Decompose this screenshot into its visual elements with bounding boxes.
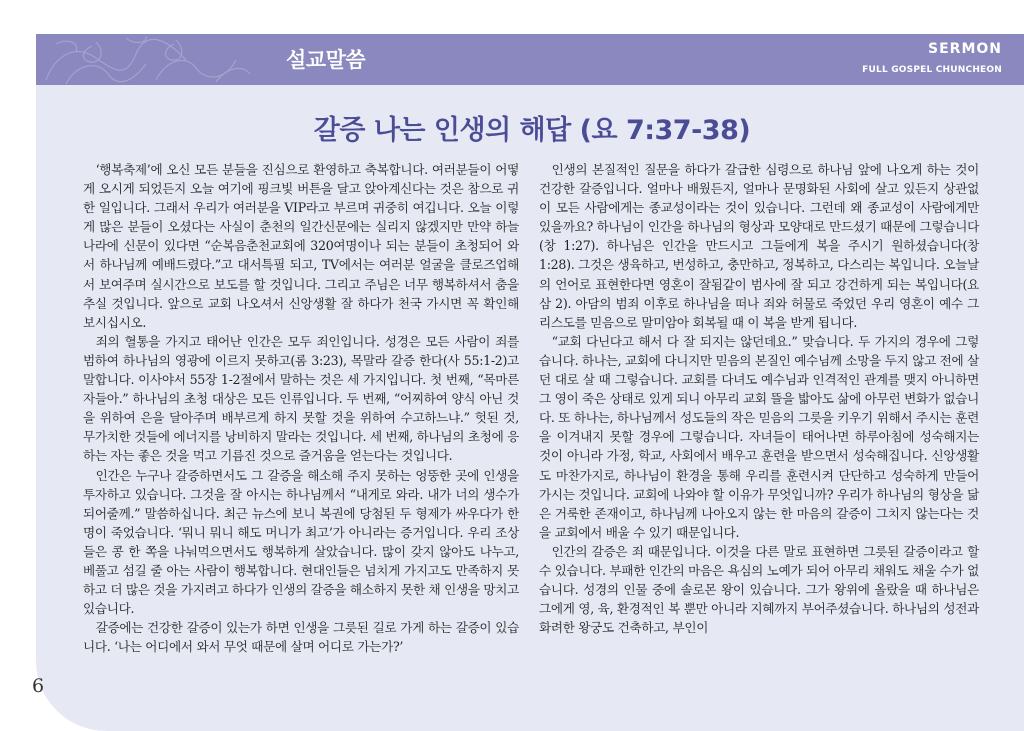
- paragraph: ‘행복축제’에 오신 모든 분들을 진심으로 환영하고 축복합니다. 여러분들이 어떻게 오시게 되었든지 오늘 여기에 핑크빛 버튼을 달고 앉아계신다는 것은 참으로 귀한 일입니다. 그래서 우리가 여러분을 VIP라고 부르며 귀중히 여깁니다. 오늘 이렇게 많은 분들이 오셨다는 사실이 춘천의 일간신문에는 실리지 않겠지만 만약 하늘나라에 신문이 있다면 “순복음춘천교회에 320여명이나 되는 분들이 초청되어 와서 하나님께 예배드렸다.”고 대서특필 되고, TV에서는 여러분 얼굴을 클로즈업해서 보여주며 실시간으로 보도를 할 것입니다. 그리고 주님은 너무 행복하셔서 춤을 추실 것입니다. 앞으로 교회 나오셔서 신앙생활 잘 하다가 천국 가시면 꼭 확인해 보시십시오.: [83, 162, 519, 330]
- section-title: 설교말씀: [286, 48, 366, 72]
- right-column: [539, 160, 979, 637]
- paragraph: 인간의 갈증은 죄 때문입니다. 이것을 다른 말로 표현하면 그릇된 갈증이라고 할 수 있습니다. 부패한 인간의 마음은 욕심의 노예가 되어 아무리 채워도 채울 수가 없습니다. 성경의 인물 중에 솔로몬 왕이 있습니다. 그가 왕위에 올랐을 때 하나님은 그에게 영, 육, 환경적인 복 뿐만 아니라 지혜까지 부어주셨습니다. 하나님의 성전과 화려한 왕궁도 건축하고, 부인이: [539, 543, 979, 636]
- header-bar: [36, 34, 1024, 85]
- left-column: [83, 160, 519, 656]
- page-number: 6: [32, 675, 45, 697]
- paragraph: 갈증에는 건강한 갈증이 있는가 하면 인생을 그릇된 길로 가게 하는 갈증이 있습니다. ‘나는 어디에서 와서 무엇 때문에 살며 어디로 가는가?’: [83, 620, 519, 655]
- paragraph: “교회 다닌다고 해서 다 잘 되지는 않던데요.” 맞습니다. 두 가지의 경우에 그렇습니다. 하나는, 교회에 다니지만 믿음의 본질인 예수님께 소망을 두지 않고 전에 살던 대로 살 때 그렇습니다. 교회를 다녀도 예수님과 인격적인 관계를 맺지 아니하면 그 영이 죽은 상태로 있게 되니 아무리 교회 뜰을 밟아도 삶에 아무런 변화가 없습니다. 또 하나는, 하나님께서 성도들의 작은 믿음의 그릇을 키우기 위해서 주시는 훈련을 이겨내지 못할 경우에 그렇습니다. 자녀들이 태어나면 하루아침에 성숙해지는 것이 아니라 가정, 학교, 사회에서 배우고 훈련을 받으면서 성숙해집니다. 신앙생활도 마찬가지로, 하나님이 환경을 통해 우리를 훈련시켜 단단하고 성숙하게 만들어 가시는 것입니다. 교회에 나와야 할 이유가 무엇입니까? 우리가 하나님의 형상을 닮은 거룩한 존재이고, 하나님께 나아오지 않는 한 마음의 갈증이 그치지 않는다는 것을 교회에서 배울 수 있기 때문입니다.: [539, 333, 979, 540]
- paragraph: 죄의 혈통을 가지고 태어난 인간은 모두 죄인입니다. 성경은 모든 사람이 죄를 범하여 하나님의 영광에 이르지 못하고(롬 3:23), 목말라 갈증 한다(사 55:1-2)고 말합니다. 이사야서 55장 1-2절에서 말하는 것은 세 가지입니다. 첫 번째, “목마른 자들아.” 하나님의 초청 대상은 모든 인류입니다. 두 번째, “어찌하여 양식 아닌 것을 위하여 은을 달아주며 배부르게 하지 못할 것을 위하여 수고하느냐.” 헛된 것, 무가치한 것들에 에너지를 낭비하지 말라는 것입니다. 세 번째, 하나님의 초청에 응하는 자는 좋은 것을 먹고 기름진 것으로 즐거움을 얻는다는 것입니다.: [83, 333, 520, 464]
- paragraph: 인생의 본질적인 질문을 하다가 갈급한 심령으로 하나님 앞에 나오게 하는 것이 건강한 갈증입니다. 얼마나 배웠든지, 얼마나 문명화된 사회에 살고 있든지 상관없이 모든 사람에게는 종교성이라는 것이 있습니다. 그런데 왜 종교성이 사람에게만 있을까요? 하나님이 인간을 하나님의 형상과 모양대로 만드셨기 때문에 그렇습니다(창 1:27). 하나님은 인간을 만드시고 그들에게 복을 주시기 원하셨습니다(창 1:28). 그것은 생육하고, 번성하고, 충만하고, 정복하고, 다스리는 복입니다. 오늘날의 언어로 표현한다면 영혼이 잘됨같이 범사에 잘 되고 강건하게 되는 복입니다(요삼 2). 아담의 범죄 이후로 하나님을 떠나 죄와 허물로 죽었던 우리 영혼이 예수 그리스도를 믿음으로 말미암아 회복될 때 이 복을 받게 됩니다.: [539, 162, 979, 330]
- article-title: 갈증 나는 인생의 해답 (요 7:37-38): [313, 115, 751, 146]
- brand-sermon-label: SERMON: [928, 41, 1002, 57]
- ornament-swirl-icon: [36, 34, 296, 85]
- paragraph: 인간은 누구나 갈증하면서도 그 갈증을 해소해 주지 못하는 엉뚱한 곳에 인생을 투자하고 있습니다. 그것을 잘 아시는 하나님께서 “내게로 와라. 내가 너의 생수가 되어줄께.” 말씀하십니다. 최근 뉴스에 보니 복권에 당첨된 두 형제가 싸우다가 한 명이 죽었습니다. ‘뭐니 뭐니 해도 머니가 최고’가 아니라는 증거입니다. 우리 조상들은 콩 한 쪽을 나눠먹으면서도 행복하게 살았습니다. 많이 갖지 않아도 나누고, 베풀고 섬길 줄 아는 사람이 행복합니다. 현대인들은 넘치게 가지고도 만족하지 못하고 더 많은 것을 가지려고 하다가 인생의 갈증을 해소하지 못한 채 인생을 망치고 있습니다.: [83, 467, 520, 617]
- brand-church-label: FULL GOSPEL CHUNCHEON: [862, 65, 1002, 75]
